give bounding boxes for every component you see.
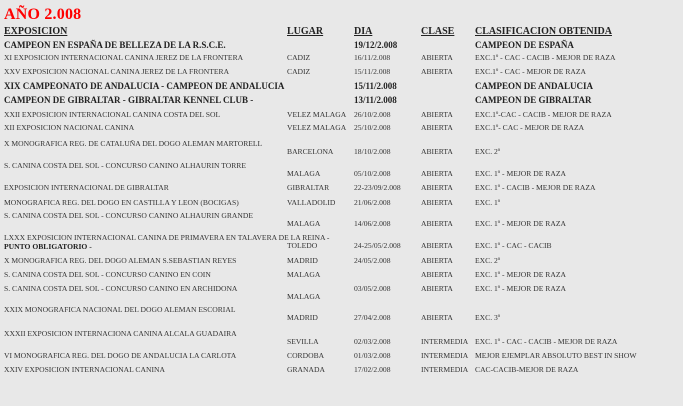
table-row bbox=[0, 198, 683, 211]
header-dia: DIA bbox=[354, 26, 373, 37]
cell-clasificacion: EXC. 1º bbox=[475, 198, 501, 207]
table-row bbox=[0, 211, 683, 233]
cell-dia: 27/04/2.008 bbox=[354, 313, 391, 322]
cell-dia: 24/05/2.008 bbox=[354, 256, 391, 265]
cell-clase: INTERMEDIA bbox=[421, 351, 469, 360]
table-row bbox=[0, 270, 683, 284]
cell-clasificacion: EXC.1º- CAC - MEJOR DE RAZA bbox=[475, 123, 585, 132]
cell-exposicion: S. CANINA COSTA DEL SOL - CONCURSO CANINO ALHAURIN TORRE bbox=[4, 161, 246, 170]
cell-dia: 03/05/2.008 bbox=[354, 284, 391, 293]
cell-clasificacion: EXC.1º - CAC - MEJOR DE RAZA bbox=[475, 67, 586, 76]
header-clasificacion: CLASIFICACION OBTENIDA bbox=[475, 26, 612, 37]
cell-clase: INTERMEDIA bbox=[421, 337, 469, 346]
cell-clasificacion: EXC. 2º bbox=[475, 147, 501, 156]
table-row bbox=[0, 183, 683, 198]
cell-exposicion: CAMPEON DE GIBRALTAR - GIBRALTAR KENNEL CLUB - bbox=[4, 95, 254, 105]
table-row bbox=[0, 81, 683, 95]
cell-clase: ABIERTA bbox=[421, 147, 453, 156]
cell-dia: 15/11/2.008 bbox=[354, 67, 391, 76]
cell-lugar: MADRID bbox=[287, 256, 318, 265]
cell-clase: ABIERTA bbox=[421, 270, 453, 279]
cell-lugar: VELEZ MALAGA bbox=[287, 110, 347, 119]
cell-lugar: MALAGA bbox=[287, 292, 321, 301]
cell-exposicion: X MONOGRAFICA REG. DEL DOGO ALEMAN S.SEBASTIAN REYES bbox=[4, 256, 237, 265]
cell-clasificacion: CAMPEON DE ESPAÑA bbox=[475, 40, 574, 50]
table-row bbox=[0, 329, 683, 351]
cell-clase: ABIERTA bbox=[421, 183, 453, 192]
cell-exposicion: XXIX MONOGRAFICA NACIONAL DEL DOGO ALEMAN ESCORIAL bbox=[4, 305, 236, 314]
cell-clasificacion: EXC. 1º - CACIB - MEJOR DE RAZA bbox=[475, 183, 596, 192]
cell-lugar: SEVILLA bbox=[287, 337, 319, 346]
cell-exposicion: XII EXPOSICION NACIONAL CANINA bbox=[4, 123, 135, 132]
cell-lugar: BARCELONA bbox=[287, 147, 334, 156]
cell-exposicion: S. CANINA COSTA DEL SOL - CONCURSO CANINO ALHAURIN GRANDE bbox=[4, 211, 254, 220]
cell-dia: 17/02/2.008 bbox=[354, 365, 391, 374]
cell-clasificacion: MEJOR EJEMPLAR ABSOLUTO BEST IN SHOW bbox=[475, 351, 637, 360]
table-row bbox=[0, 40, 683, 53]
cell-clasificacion: CAC-CACIB-MEJOR DE RAZA bbox=[475, 365, 579, 374]
table-row bbox=[0, 123, 683, 139]
cell-dia: 21/06/2.008 bbox=[354, 198, 391, 207]
cell-dia: 26/10/2.008 bbox=[354, 110, 391, 119]
table-row bbox=[0, 305, 683, 329]
cell-dia: 05/10/2.008 bbox=[354, 169, 391, 178]
cell-clasificacion: EXC. 1º - CAC - CACIB bbox=[475, 241, 552, 250]
cell-exposicion: XXV EXPOSICION NACIONAL CANINA JEREZ DE LA FRONTERA bbox=[4, 67, 230, 76]
cell-lugar: CORDOBA bbox=[287, 351, 325, 360]
cell-clase: ABIERTA bbox=[421, 219, 453, 228]
cell-exposicion: XXIV EXPOSICION INTERNACIONAL CANINA bbox=[4, 365, 165, 374]
cell-clasificacion: EXC.1º-CAC - CACIB - MEJOR DE RAZA bbox=[475, 110, 612, 119]
cell-exposicion: S. CANINA COSTA DEL SOL - CONCURSO CANINO EN ARCHIDONA bbox=[4, 284, 238, 293]
cell-dia: 16/11/2.008 bbox=[354, 53, 391, 62]
cell-clasificacion: EXC. 1º - MEJOR DE RAZA bbox=[475, 169, 566, 178]
table-row bbox=[0, 139, 683, 161]
cell-dia: 22-23/09/2.008 bbox=[354, 183, 401, 192]
cell-clase: ABIERTA bbox=[421, 256, 453, 265]
cell-clasificacion: EXC. 2º bbox=[475, 256, 501, 265]
table-row bbox=[0, 53, 683, 67]
cell-dia: 19/12/2.008 bbox=[354, 40, 398, 50]
cell-clase: ABIERTA bbox=[421, 110, 453, 119]
cell-dia: 01/03/2.008 bbox=[354, 351, 391, 360]
cell-clase: ABIERTA bbox=[421, 123, 453, 132]
table-row bbox=[0, 351, 683, 365]
cell-clase: ABIERTA bbox=[421, 67, 453, 76]
cell-clase: ABIERTA bbox=[421, 198, 453, 207]
cell-exposicion: MONOGRAFICA REG. DEL DOGO EN CASTILLA Y LEON (BOCIGAS) bbox=[4, 198, 239, 207]
table-row bbox=[0, 95, 683, 110]
cell-clase: ABIERTA bbox=[421, 284, 453, 293]
header-clase: CLASE bbox=[421, 26, 455, 37]
cell-dia: 15/11/2.008 bbox=[354, 81, 397, 91]
table-row bbox=[0, 284, 683, 305]
cell-clasificacion: EXC. 1º - CAC - CACIB - MEJOR DE RAZA bbox=[475, 337, 618, 346]
header-lugar: LUGAR bbox=[287, 26, 324, 37]
table-header bbox=[0, 26, 683, 38]
cell-lugar: CADIZ bbox=[287, 67, 311, 76]
table-row bbox=[0, 67, 683, 81]
cell-clase: ABIERTA bbox=[421, 53, 453, 62]
cell-exposicion: XXII EXPOSICION INTERNACIONAL CANINA COSTA DEL SOL bbox=[4, 110, 221, 119]
cell-dia: 02/03/2.008 bbox=[354, 337, 391, 346]
cell-clasificacion: EXC. 1º - MEJOR DE RAZA bbox=[475, 284, 566, 293]
cell-lugar: MALAGA bbox=[287, 219, 321, 228]
cell-lugar: CADIZ bbox=[287, 53, 311, 62]
cell-clasificacion: EXC. 1º - MEJOR DE RAZA bbox=[475, 219, 566, 228]
table-row bbox=[0, 161, 683, 183]
cell-lugar: MALAGA bbox=[287, 270, 321, 279]
cell-clasificacion: EXC.1º - CAC - CACIB - MEJOR DE RAZA bbox=[475, 53, 616, 62]
table-row bbox=[0, 110, 683, 123]
cell-clase: INTERMEDIA bbox=[421, 365, 469, 374]
cell-lugar: TOLEDO bbox=[287, 241, 318, 250]
cell-clase: ABIERTA bbox=[421, 169, 453, 178]
header-exposicion: EXPOSICION bbox=[4, 26, 68, 37]
exposicion-text: LXXX EXPOSICION INTERNACIONAL CANINA DE PRIMAVERA EN TALAVERA DE LA REINA - bbox=[4, 233, 330, 242]
cell-clase: ABIERTA bbox=[421, 313, 453, 322]
cell-dia: 18/10/2.008 bbox=[354, 147, 391, 156]
exposicion-emphasis: PUNTO OBLIGATORIO - bbox=[4, 242, 92, 251]
cell-lugar: MALAGA bbox=[287, 169, 321, 178]
cell-clase: ABIERTA bbox=[421, 241, 453, 250]
cell-clasificacion: CAMPEON DE GIBRALTAR bbox=[475, 95, 592, 105]
cell-exposicion: VI MONOGRAFICA REG. DEL DOGO DE ANDALUCIA LA CARLOTA bbox=[4, 351, 237, 360]
cell-lugar: VALLADOLID bbox=[287, 198, 336, 207]
cell-exposicion: S. CANINA COSTA DEL SOL - CONCURSO CANINO EN COIN bbox=[4, 270, 211, 279]
table-row bbox=[0, 256, 683, 270]
cell-exposicion: X MONOGRAFICA REG. DE CATALUÑA DEL DOGO ALEMAN MARTORELL bbox=[4, 139, 263, 148]
cell-clasificacion: CAMPEON DE ANDALUCIA bbox=[475, 81, 594, 91]
cell-exposicion: XIX CAMPEONATO DE ANDALUCIA - CAMPEON DE ANDALUCIA bbox=[4, 81, 285, 91]
table-row bbox=[0, 365, 683, 378]
cell-lugar: MADRID bbox=[287, 313, 318, 322]
results-table bbox=[0, 40, 683, 378]
table-row bbox=[0, 233, 683, 256]
cell-exposicion: CAMPEON EN ESPAÑA DE BELLEZA DE LA R.S.C.E. bbox=[4, 40, 226, 50]
cell-dia: 24-25/05/2.008 bbox=[354, 241, 401, 250]
cell-exposicion: EXPOSICION INTERNACIONAL DE GIBRALTAR bbox=[4, 183, 169, 192]
cell-dia: 13/11/2.008 bbox=[354, 95, 397, 105]
cell-exposicion: XXXII EXPOSICION INTERNACIONA CANINA ALCALA GUADAIRA bbox=[4, 329, 237, 338]
year-title: AÑO 2.008 bbox=[4, 6, 82, 23]
cell-lugar: GRANADA bbox=[287, 365, 325, 374]
cell-clasificacion: EXC. 1º - MEJOR DE RAZA bbox=[475, 270, 566, 279]
cell-dia: 14/06/2.008 bbox=[354, 219, 391, 228]
cell-exposicion: XI EXPOSICION INTERNACIONAL CANINA JEREZ DE LA FRONTERA bbox=[4, 53, 244, 62]
cell-lugar: GIBRALTAR bbox=[287, 183, 330, 192]
cell-dia: 25/10/2.008 bbox=[354, 123, 391, 132]
cell-clasificacion: EXC. 3º bbox=[475, 313, 501, 322]
cell-lugar: VELEZ MALAGA bbox=[287, 123, 347, 132]
